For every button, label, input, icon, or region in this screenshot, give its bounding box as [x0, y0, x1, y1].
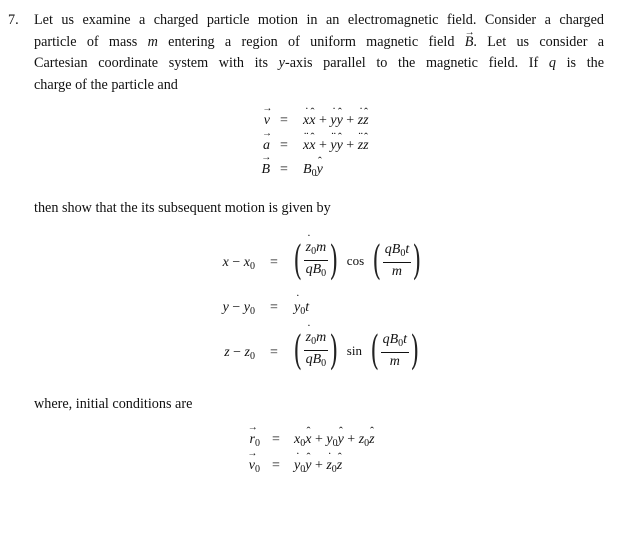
- eq-sign: =: [280, 162, 288, 177]
- z-rhs: ( $\frac{z ˙_0m}{qB_0}$ ) sin ( $\frac{qB_0t}{m}$ ): [290, 330, 423, 371]
- a-rhs: x ¨x ˆ + y ¨y ˆ + z ¨z ˆ: [303, 138, 369, 154]
- r0-lhs: $r \to_0$: [230, 432, 260, 449]
- eq-sign: =: [280, 138, 288, 153]
- field-symbol: B →: [465, 32, 474, 54]
- y-rhs: y $˙_0t$: [294, 300, 309, 317]
- x-rhs: ( $\frac{z ˙_0m}{qB_0}$ ) cos ( $\frac{qB_0t}{m}$ ): [290, 240, 425, 281]
- sin-fn: sin: [346, 342, 362, 358]
- where-text: where, initial conditions are: [34, 396, 193, 412]
- B-rhs: $B_0y$ ˆ: [303, 162, 323, 179]
- intro-line-1: Let us examine a charged particle motion in an electromagnetic field. Consider a charged: [34, 12, 604, 28]
- eq-sign: =: [270, 300, 278, 315]
- v-lhs: v →: [240, 113, 270, 129]
- x-lhs: $x - x_0$: [222, 255, 255, 272]
- v0-lhs: $v \to_0$: [230, 458, 260, 475]
- v-rhs: x ˙x ˆ + y ˙y ˆ + z ˙z ˆ: [303, 113, 369, 129]
- eq-sign: =: [272, 458, 280, 473]
- intro-line-4: charge of the particle and: [34, 76, 178, 93]
- v0-rhs: y $˙_0y$ ˆ + z $˙_0z$ ˆ: [294, 458, 342, 475]
- problem-number: 7.: [8, 12, 19, 28]
- eq-sign: =: [272, 432, 280, 447]
- problem-intro: [34, 10, 604, 96]
- eq-sign: =: [270, 345, 278, 360]
- a-lhs: a →: [240, 138, 270, 154]
- intro-line-3: Cartesian coordinate system with its y-axis parallel to the magnetic field. If q is the: [34, 55, 605, 72]
- intro-line-2: particle of mass m entering a region of uniform magnetic field B →. Let us consider a: [34, 32, 604, 54]
- then-text: then show that the its subsequent motion is given by: [34, 200, 331, 216]
- cos-fn: cos: [346, 252, 365, 268]
- mass-symbol: m: [147, 33, 158, 50]
- B-lhs: B →: [240, 162, 270, 178]
- r0-rhs: $x_0x$ ˆ + $y_0y$ ˆ + $z_0z$ ˆ: [294, 432, 375, 449]
- eq-sign: =: [270, 255, 278, 270]
- eq-sign: =: [280, 113, 288, 128]
- y-lhs: $y - y_0$: [222, 300, 255, 317]
- z-lhs: $z - z_0$: [224, 345, 255, 362]
